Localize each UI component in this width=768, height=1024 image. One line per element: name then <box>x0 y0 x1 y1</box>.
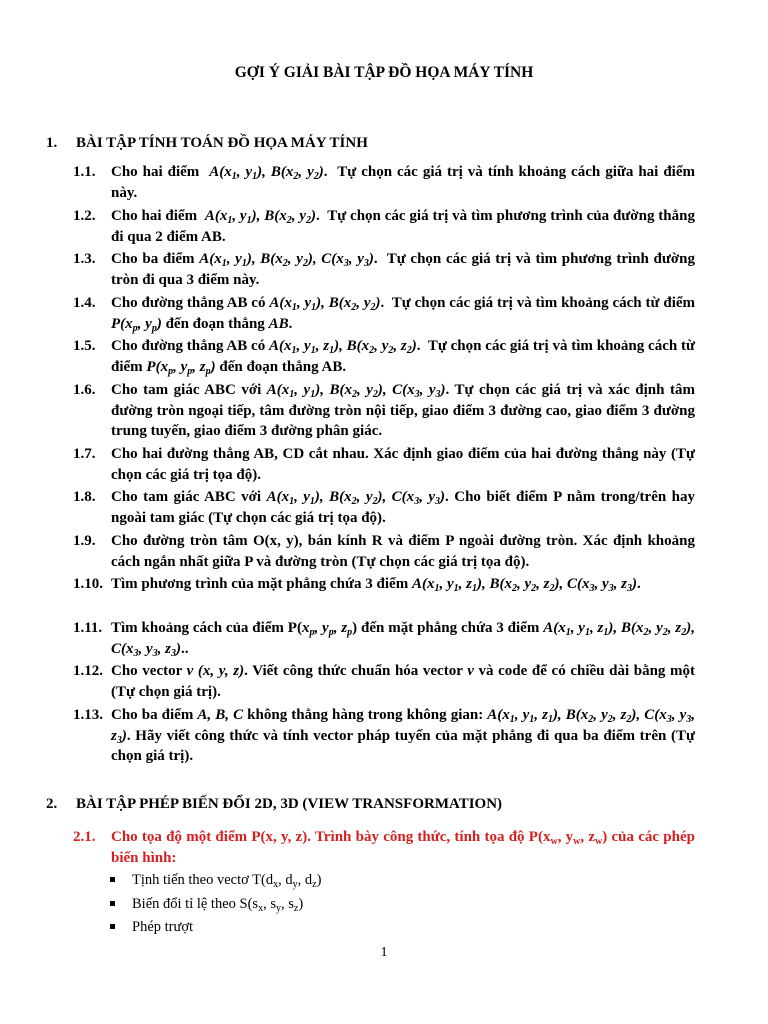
exercise-1-8: 1.8. Cho tam giác ABC với $A(x_1$, $y_1$), $B(x_2$, $y_2$), $C(x_3$, $y_3$). Cho biết điểm P nằm trong/trên hay ngoài tam giác (Tự chọn các giá trị tọa độ). <box>73 489 695 526</box>
exercise-1-12: 1.12. Cho vector v (x, y, z). Viết công thức chuẩn hóa vector v và code để có chiều dài bằng một (Tự chọn giá trị). <box>73 663 696 700</box>
exercise-1-6: 1.6. Cho tam giác ABC với $A(x_1$, $y_1$), $B(x_2$, $y_2$), $C(x_3$, $y_3$). Tự chọn các giá trị và xác định tâm đường tròn ngoại tiếp, tâm đường tròn nội tiếp, giao điểm 3 đường cao, giao điểm 3 đường trung tuyến, giao điểm 3 đường phân giác. <box>73 382 695 439</box>
section-2-heading: 2. BÀI TẬP PHÉP BIẾN ĐỔI 2D, 3D (VIEW TRANSFORMATION) <box>46 796 503 812</box>
exercise-1-4: 1.4. Cho đường thẳng AB có $A(x_1$, $y_1$), $B(x_2$, $y_2$). Tự chọn các giá trị và tìm khoảng cách từ điểm $P(x_p$, $y_p$) đến đoạn thẳng AB. <box>73 295 696 334</box>
section-1-heading: 1. BÀI TẬP TÍNH TOÁN ĐỒ HỌA MÁY TÍNH <box>46 135 368 151</box>
exercise-1-11: 1.11. Tìm khoảng cách của điểm $P(x_p$, $y_p$, $z_p$) đến mặt phẳng chứa 3 điểm $A(x_1$, $y_1$, $z_1$), $B(x_2$, $y_2$, $z_2$), $C(x_3$, $y_3$, $z_3$).. <box>73 620 695 659</box>
exercise-1-7: 1.7. Cho hai đường thẳng AB, CD cắt nhau. Xác định giao điểm của hai đường thẳng này (Tự chọn các giá trị tọa độ). <box>73 446 695 483</box>
exercise-1-3: 1.3. Cho ba điểm $A(x_1$, $y_1$), $B(x_2$, $y_2$), $C(x_3$, $y_3$). Tự chọn các giá trị và tìm phương trình đường tròn đi qua 3 điểm này. <box>73 251 695 288</box>
exercise-1-13: 1.13. Cho ba điểm A, B, C không thẳng hàng trong không gian: $A(x_1$, $y_1$, $z_1$), $B(x_2$, $y_2$, $z_2$), $C(x_3$, $y_3$, $z_3$). Hãy viết công thức và tính vector pháp tuyến của mặt phẳng đi qua ba điểm trên (Tự chọn giá trị). <box>73 707 696 764</box>
exercise-1-5: 1.5. Cho đường thẳng AB có $A(x_1$, $y_1$, $z_1$), $B(x_2$, $y_2$, $z_2$). Tự chọn các giá trị và tìm khoảng cách từ điểm $P(x_p$, $y_p$, $z_p$) đến đoạn thẳng AB. <box>73 338 695 377</box>
exercise-1-9: 1.9. Cho đường tròn tâm O(x, y), bán kính R và điểm P ngoài đường tròn. Xác định khoảng cách ngắn nhất giữa P và đường tròn (Tự chọn các giá trị tọa độ). <box>73 533 695 570</box>
bullet-marker <box>110 877 115 882</box>
bullet-shear: Phép trượt <box>110 919 193 936</box>
bullet-marker <box>110 924 115 929</box>
exercise-1-10: 1.10. Tìm phương trình của mặt phẳng chứa 3 điểm $A(x_1$, $y_1$, $z_1$), $B(x_2$, $y_2$, $z_2$), $C(x_3$, $y_3$, $z_3$). <box>73 576 641 594</box>
bullet-scaling: Biến đổi tỉ lệ theo $S(s_x$, $s_y$, $s_z$) <box>110 896 303 913</box>
bullet-translation: Tịnh tiến theo vectơ $T(d_x$, $d_y$, $d_z$) <box>110 872 321 889</box>
exercise-1-1: 1.1. Cho hai điểm $A(x_1$, $y_1$), $B(x_2$, $y_2$). Tự chọn các giá trị và tính khoảng cách giữa hai điểm này. <box>73 164 695 201</box>
exercise-2-1: 2.1. Cho tọa độ một điểm P(x, y, z). Trình bày công thức, tính tọa độ $P(x_w$, $y_w$, $z_w$) của các phép biến hình: <box>73 829 695 866</box>
page-number: 1 <box>380 945 388 960</box>
bullet-marker <box>110 901 115 906</box>
document-title: GỢI Ý GIẢI BÀI TẬP ĐỒ HỌA MÁY TÍNH <box>234 64 534 81</box>
exercise-1-2: 1.2. Cho hai điểm $A(x_1$, $y_1$), $B(x_2$, $y_2$). Tự chọn các giá trị và tìm phương trình của đường thẳng đi qua 2 điểm AB. <box>73 208 695 245</box>
